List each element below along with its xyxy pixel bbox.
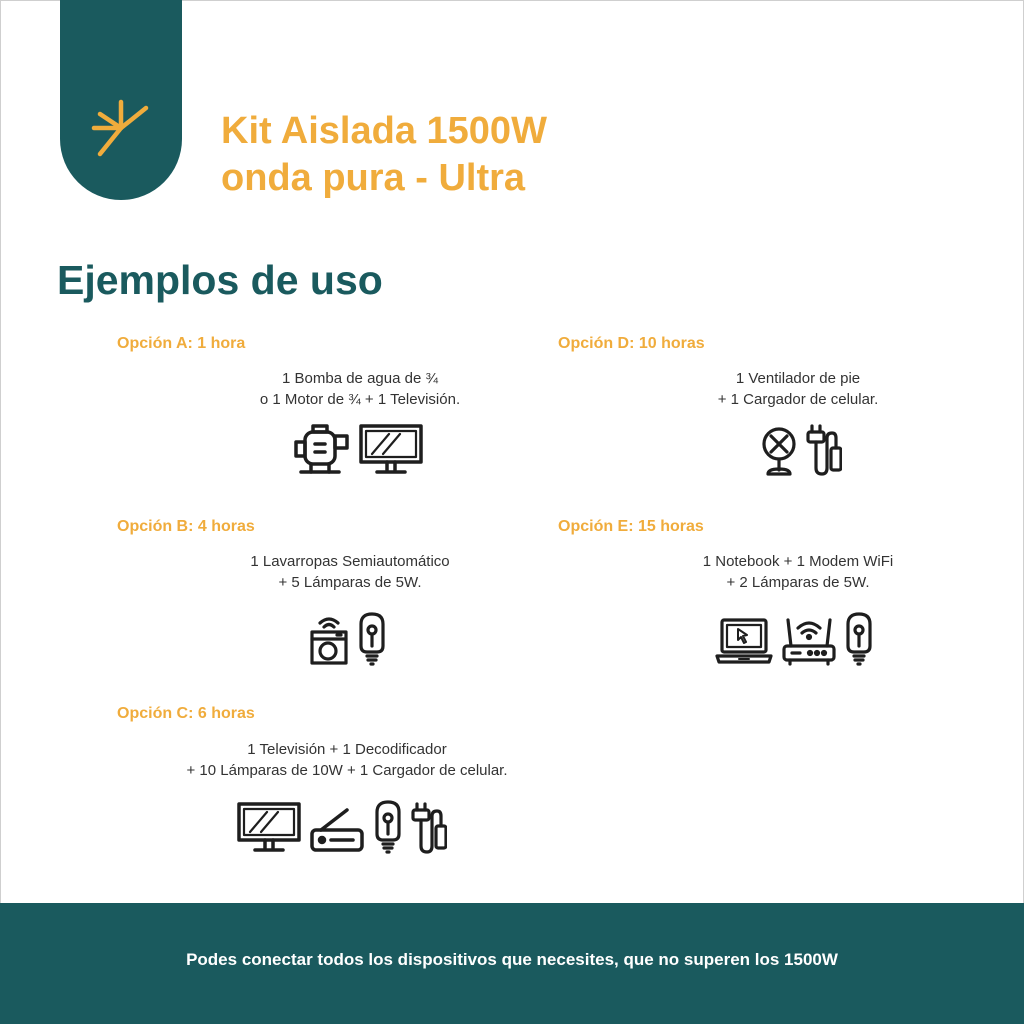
option-d-line-1: 1 Ventilador de pie	[735, 370, 861, 387]
phone-charger-icon	[806, 424, 842, 476]
option-c-description	[147, 739, 547, 781]
section-title: Ejemplos de uso	[57, 257, 383, 303]
television-icon	[359, 424, 423, 476]
sun-spark-icon	[88, 96, 152, 160]
option-b-label: Opción B: 4 horas	[117, 518, 255, 535]
lamp-icon	[373, 798, 403, 854]
lamp-icon	[357, 610, 387, 666]
water-pump-icon	[293, 422, 351, 476]
option-c-label: Opción C: 6 horas	[117, 705, 255, 722]
title-line-1: Kit Aislada 1500W	[221, 110, 547, 152]
option-d-icons	[760, 424, 842, 476]
option-c-icons	[237, 798, 447, 854]
washing-machine-icon	[309, 614, 349, 666]
footer-text: Podes conectar todos los dispositivos que necesites, que no superen los 1500W	[186, 950, 838, 969]
option-b-line-2: + 5 Lámparas de 5W.	[278, 574, 422, 591]
option-e-line-2: + 2 Lámparas de 5W.	[726, 574, 870, 591]
logo-tab	[60, 0, 182, 200]
footer-banner	[0, 903, 1024, 1024]
fan-icon	[760, 426, 798, 476]
option-d-description	[648, 368, 948, 410]
title-line-2: onda pura - Ultra	[221, 157, 526, 199]
option-b-line-1: 1 Lavarropas Semiautomático	[250, 553, 450, 570]
decoder-icon	[309, 806, 365, 854]
option-d-label: Opción D: 10 horas	[558, 335, 705, 352]
option-e-icons	[714, 610, 874, 666]
lamp-icon	[844, 610, 874, 666]
option-e-line-1: 1 Notebook + 1 Modem WiFi	[702, 553, 894, 570]
option-a-description	[210, 368, 510, 410]
option-a-label: Opción A: 1 hora	[117, 335, 246, 352]
option-a-icons	[293, 422, 423, 476]
notebook-icon	[714, 616, 774, 666]
option-b-description	[200, 551, 500, 593]
television-icon	[237, 802, 301, 854]
option-c-line-1: 1 Televisión + 1 Decodificador	[247, 741, 447, 758]
option-e-label: Opción E: 15 horas	[558, 518, 704, 535]
page-title	[221, 108, 547, 202]
option-a-line-2: o 1 Motor de ¾ + 1 Televisión.	[259, 391, 461, 408]
phone-charger-icon	[411, 802, 447, 854]
wifi-modem-icon	[782, 616, 836, 666]
option-a-line-1: 1 Bomba de agua de ¾	[282, 370, 438, 387]
option-e-description	[648, 551, 948, 593]
option-d-line-2: + 1 Cargador de celular.	[717, 391, 879, 408]
option-b-icons	[309, 610, 387, 666]
option-c-line-2: + 10 Lámparas de 10W + 1 Cargador de celular.	[186, 762, 508, 779]
